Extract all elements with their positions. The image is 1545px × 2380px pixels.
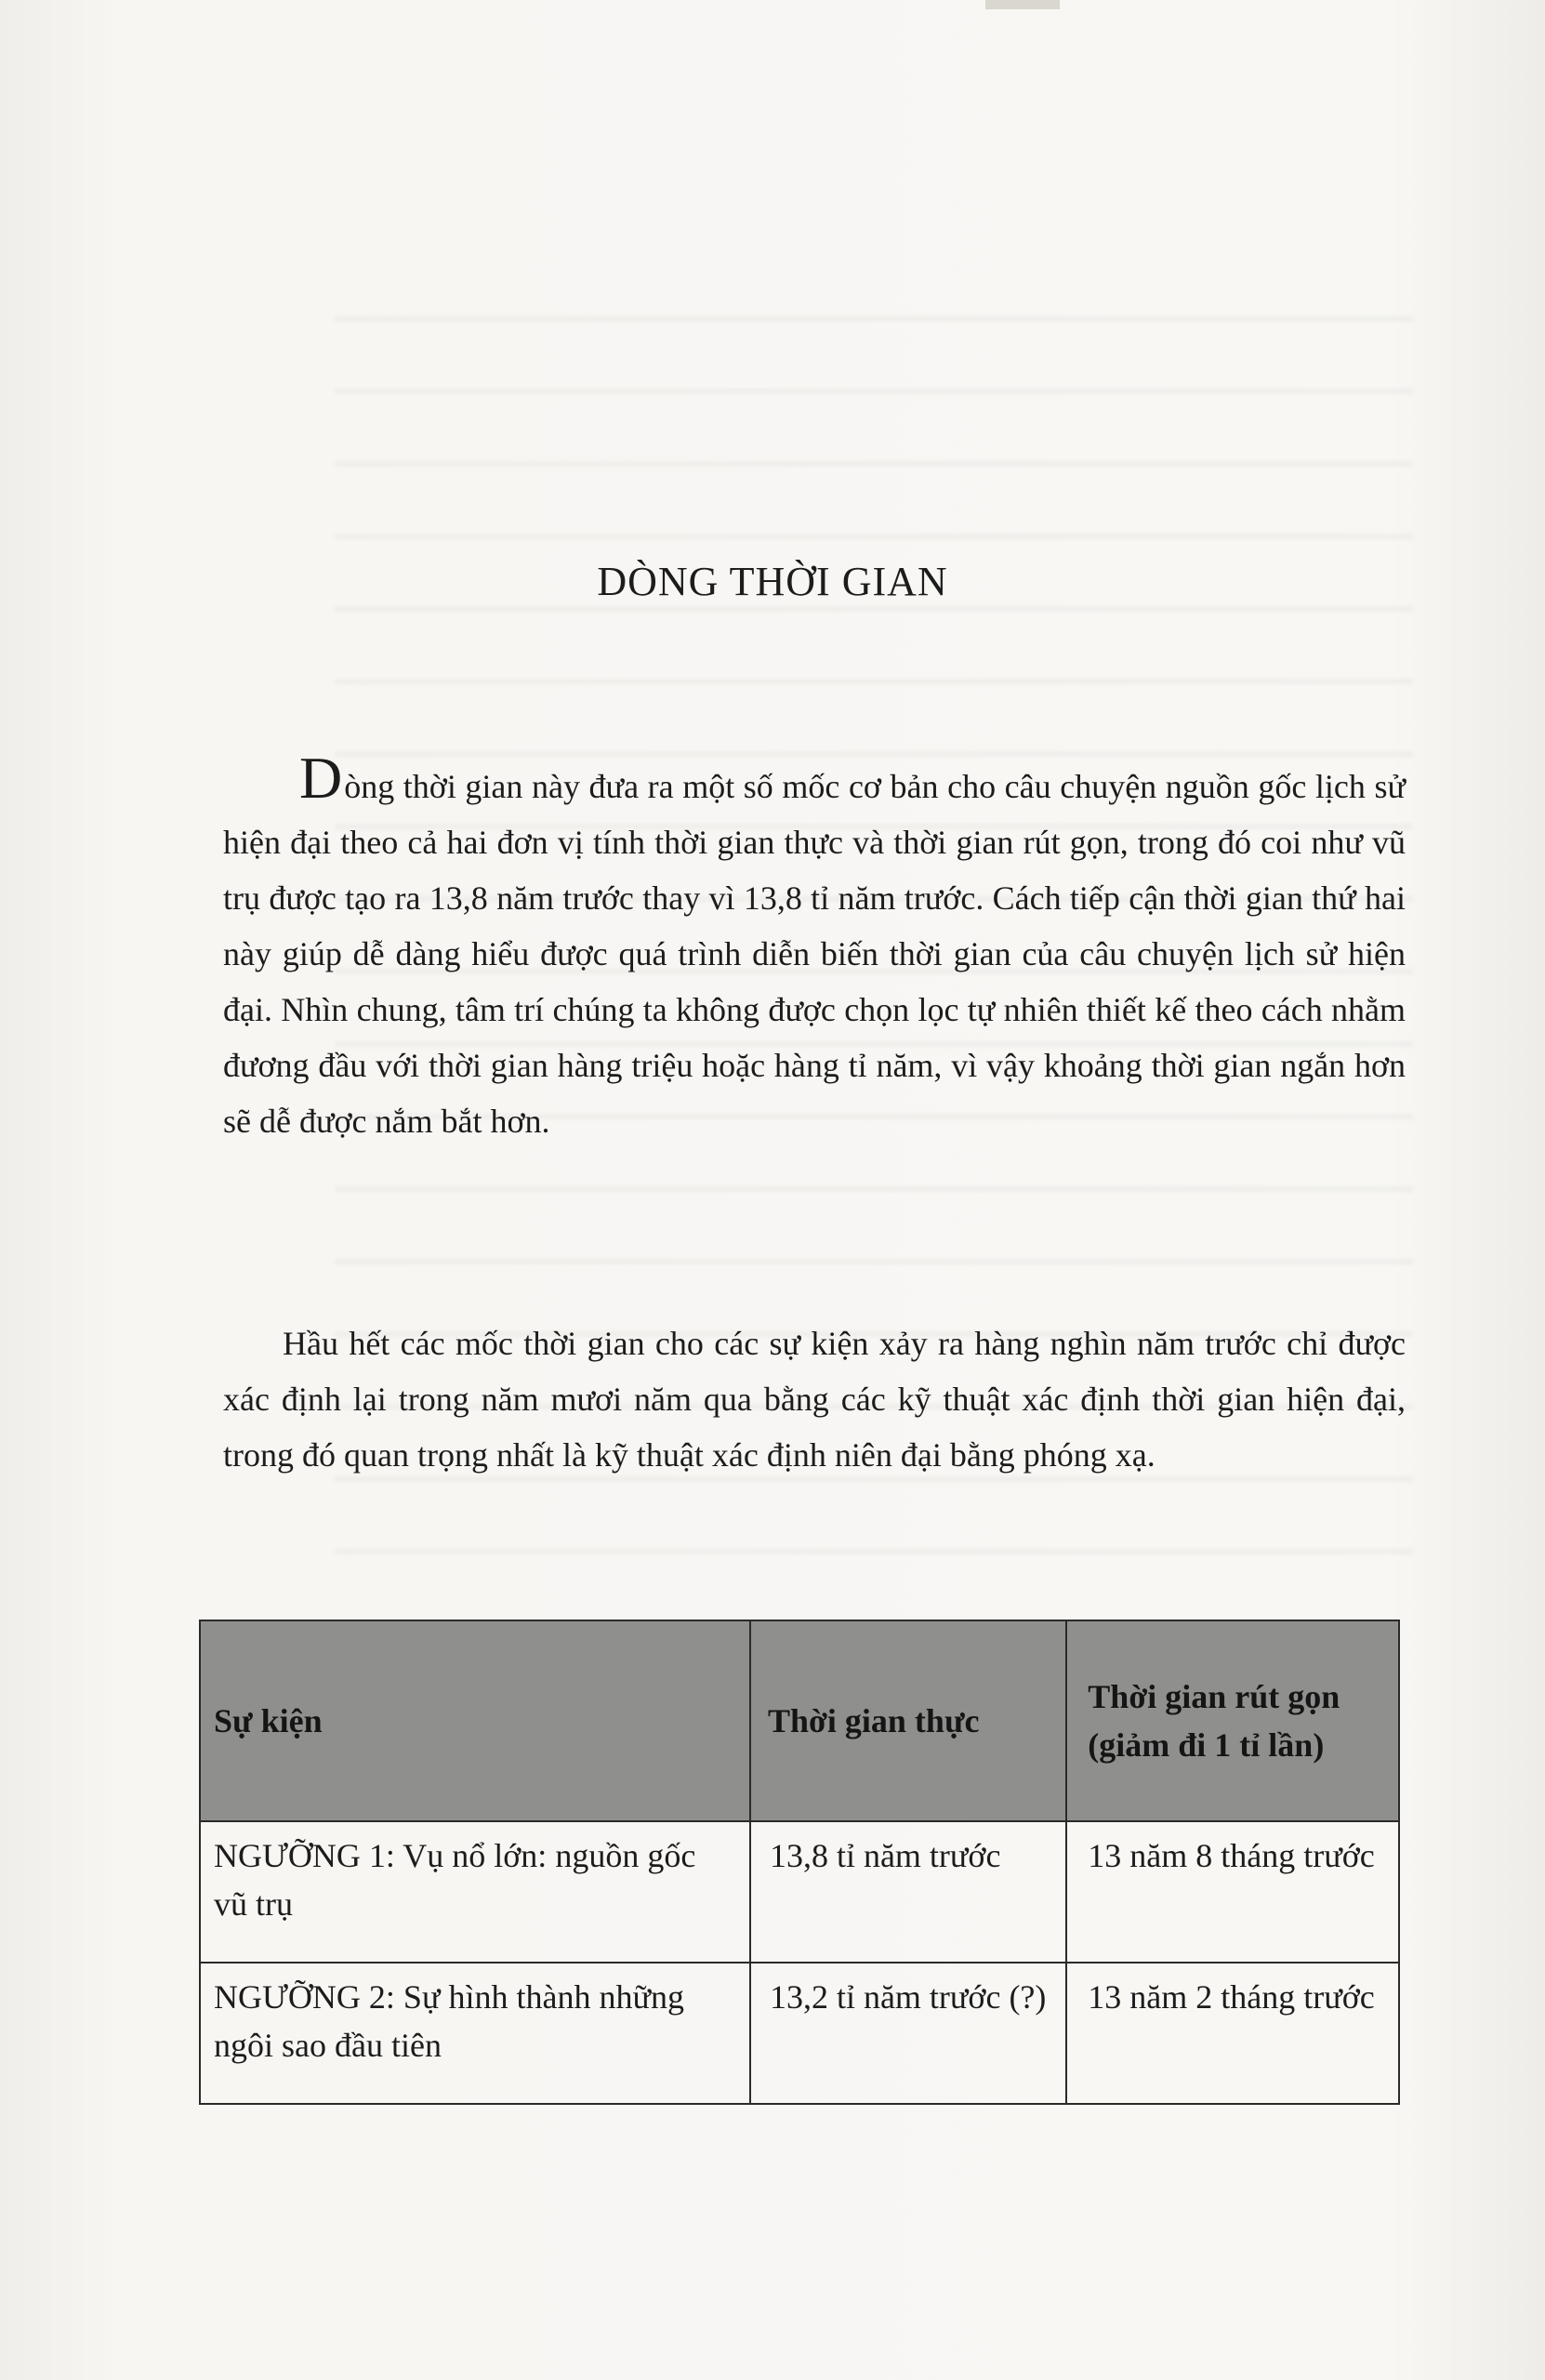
cell-real-time: 13,8 tỉ năm trước	[750, 1821, 1066, 1963]
table-row	[200, 1963, 1399, 2104]
table-row	[200, 1821, 1399, 1963]
dating-paragraph: Hầu hết các mốc thời gian cho các sự kiện xảy ra hàng nghìn năm trước chỉ được xác định lại trong năm mươi năm qua bằng các kỹ thuật xác định thời gian hiện đại, trong đó quan trọng nhất là kỹ thuật xác định niên đại bằng phóng xạ.	[223, 1325, 1406, 1474]
cell-event: NGƯỠNG 2: Sự hình thành những ngôi sao đầu tiên	[200, 1963, 750, 2104]
table-header-row	[200, 1620, 1399, 1821]
timeline-table	[199, 1620, 1400, 2105]
header-real-time: Thời gian thực	[750, 1620, 1066, 1821]
cell-compressed-time: 13 năm 2 tháng trước	[1066, 1963, 1399, 2104]
cell-event: NGƯỠNG 1: Vụ nổ lớn: nguồn gốc vũ trụ	[200, 1821, 750, 1963]
page-title: DÒNG THỜI GIAN	[597, 559, 948, 604]
page-edge-shadow	[985, 0, 1060, 9]
header-compressed-time: Thời gian rút gọn (giảm đi 1 tỉ lần)	[1066, 1620, 1399, 1821]
header-event: Sự kiện	[200, 1620, 750, 1821]
intro-paragraph	[223, 745, 1406, 1149]
intro-paragraph-text: òng thời gian này đưa ra một số mốc cơ bản cho câu chuyện nguồn gốc lịch sử hiện đại theo cả hai đơn vị tính thời gian thực và thời gian rút gọn, trong đó coi như vũ trụ được tạo ra 13,8 năm trước thay vì 13,8 tỉ năm trước. Cách tiếp cận thời gian thứ hai này giúp dễ dàng hiểu được quá trình diễn biến thời gian của câu chuyện lịch sử hiện đại. Nhìn chung, tâm trí chúng ta không được chọn lọc tự nhiên thiết kế theo cách nhằm đương đầu với thời gian hàng triệu hoặc hàng tỉ năm, vì vậy khoảng thời gian ngắn hơn sẽ dễ được nắm bắt hơn.	[223, 768, 1406, 1140]
cell-real-time: 13,2 tỉ năm trước (?)	[750, 1963, 1066, 2104]
drop-cap: D	[299, 745, 343, 811]
cell-compressed-time: 13 năm 8 tháng trước	[1066, 1821, 1399, 1963]
